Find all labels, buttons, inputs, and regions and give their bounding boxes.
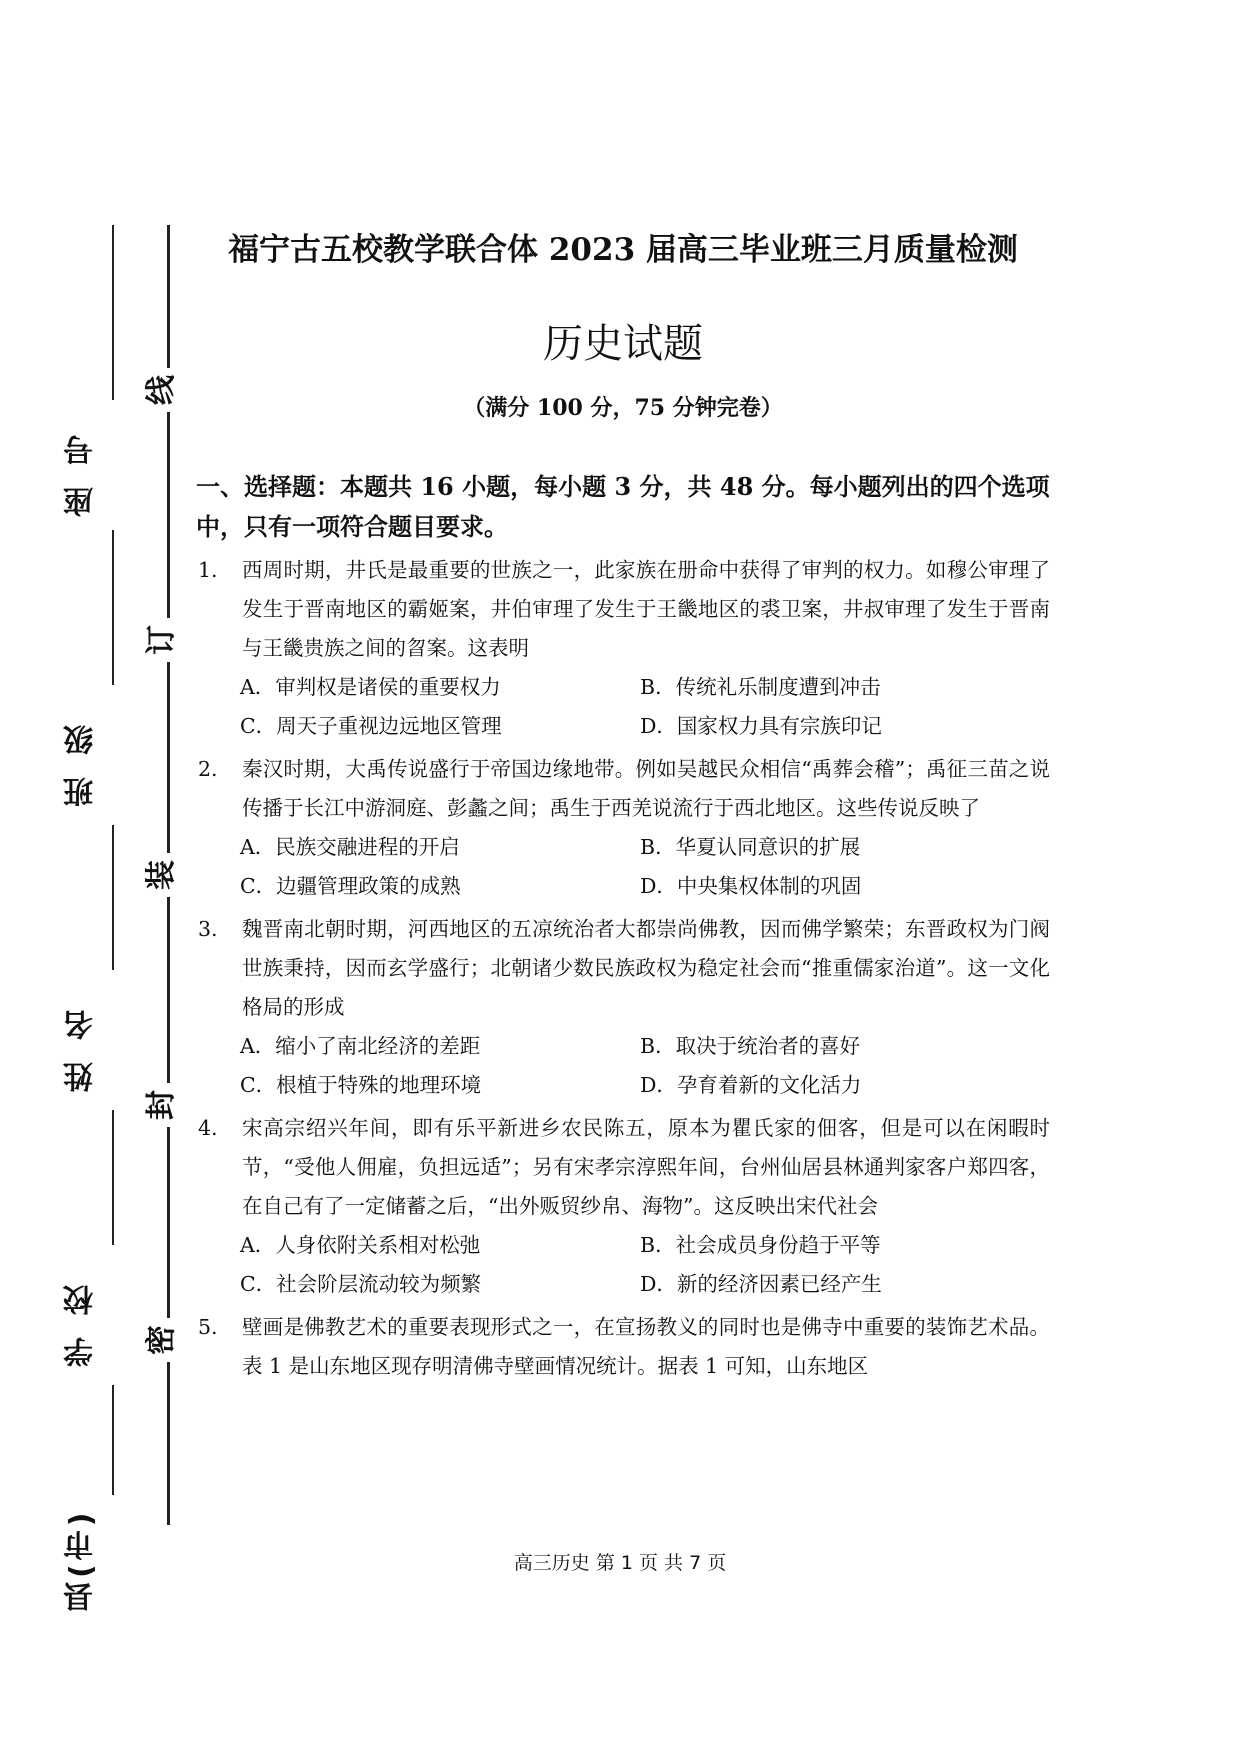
field-line-county <box>112 1385 114 1495</box>
question-stem: 秦汉时期，大禹传说盛行于帝国边缘地带。例如吴越民众相信“禹葬会稽”；禹征三苗之说传播于长江中游洞庭、彭蠡之间；禹生于西羌说流行于西北地区。这些传说反映了 <box>242 757 1050 820</box>
seal-char-mi: 密 <box>142 1318 182 1362</box>
option-b: B．传统礼乐制度遭到冲击 <box>640 675 881 699</box>
seal-char-feng: 封 <box>142 1083 182 1127</box>
field-label-school: 学校 <box>64 1263 99 1367</box>
question-options <box>240 1226 1050 1304</box>
score-note: （满分 100 分，75 分钟完卷） <box>463 395 783 421</box>
option-c: C．根植于特殊的地理环境 <box>240 1073 482 1097</box>
section-heading: 一、选择题：本题共 16 小题，每小题 3 分，共 48 分。每小题列出的四个选项中，只有一项符合题目要求。 <box>196 472 1050 541</box>
option-d: D．国家权力具有宗族印记 <box>640 714 882 738</box>
field-label-class: 班级 <box>64 703 99 807</box>
question-number: 1. <box>198 558 218 582</box>
question-number: 2. <box>198 757 218 781</box>
question-stem: 壁画是佛教艺术的重要表现形式之一，在宣扬教义的同时也是佛寺中重要的装饰艺术品。表 1 是山东地区现存明清佛寺壁画情况统计。据表 1 可知，山东地区 <box>242 1315 1050 1378</box>
option-b: B．社会成员身份趋于平等 <box>640 1233 881 1257</box>
subject-title: 历史试题 <box>543 321 703 367</box>
question-stem: 宋高宗绍兴年间，即有乐平新进乡农民陈五，原本为瞿氏家的佃客，但是可以在闲暇时节，“受他人佣雇，负担远适”；另有宋孝宗淳熙年间，台州仙居县林通判家客户郑四客，在自己有了一定储蓄之后，“出外贩贸纱帛、海物”。这反映出宋代社会 <box>242 1116 1050 1218</box>
question-options <box>240 1027 1050 1105</box>
question-1 <box>196 551 1050 746</box>
field-line-class <box>112 530 114 685</box>
option-b: B．取决于统治者的喜好 <box>640 1034 861 1058</box>
option-a: A．人身依附关系相对松弛 <box>240 1233 481 1257</box>
option-b: B．华夏认同意识的扩展 <box>640 835 861 859</box>
question-2 <box>196 750 1050 906</box>
question-stem: 西周时期，井氏是最重要的世族之一，此家族在册命中获得了审判的权力。如穆公审理了发生于晋南地区的霸姬案，井伯审理了发生于王畿地区的裘卫案，井叔审理了发生于晋南与王畿贵族之间的曶案。这表明 <box>242 558 1050 660</box>
question-number: 4. <box>198 1116 218 1140</box>
question-number: 3. <box>198 917 218 941</box>
question-5 <box>196 1308 1050 1386</box>
option-a: A．缩小了南北经济的差距 <box>240 1034 481 1058</box>
seal-char-ding: 订 <box>142 618 182 662</box>
field-line-seat <box>112 225 114 400</box>
page-footer: 高三历史 第 1 页 共 7 页 <box>513 1552 727 1574</box>
option-d: D．新的经济因素已经产生 <box>640 1272 882 1296</box>
question-3 <box>196 910 1050 1105</box>
exam-title: 福宁古五校教学联合体 2023 届高三毕业班三月质量检测 <box>228 232 1018 268</box>
option-a: A．民族交融进程的开启 <box>240 835 460 859</box>
field-label-seat: 座号 <box>64 413 99 517</box>
field-label-county: 县(市) <box>64 1508 99 1612</box>
field-line-school <box>112 1110 114 1245</box>
question-stem: 魏晋南北朝时期，河西地区的五凉统治者大都崇尚佛教，因而佛学繁荣；东晋政权为门阀世族秉持，因而玄学盛行；北朝诸少数民族政权为稳定社会而“推重儒家治道”。这一文化格局的形成 <box>242 917 1050 1019</box>
field-label-name: 姓名 <box>64 988 99 1092</box>
exam-content <box>196 225 1050 1386</box>
option-c: C．周天子重视边远地区管理 <box>240 714 502 738</box>
option-d: D．孕育着新的文化活力 <box>640 1073 862 1097</box>
question-number: 5. <box>198 1315 218 1339</box>
field-line-name <box>112 825 114 970</box>
seal-char-zhuang: 装 <box>142 853 182 897</box>
question-options <box>240 668 1050 746</box>
binding-margin <box>60 225 130 1612</box>
seal-char-xian: 线 <box>142 368 182 412</box>
question-options <box>240 828 1050 906</box>
option-c: C．边疆管理政策的成熟 <box>240 874 461 898</box>
option-d: D．中央集权体制的巩固 <box>640 874 862 898</box>
option-c: C．社会阶层流动较为频繁 <box>240 1272 482 1296</box>
option-a: A．审判权是诸侯的重要权力 <box>240 675 501 699</box>
question-4 <box>196 1109 1050 1304</box>
